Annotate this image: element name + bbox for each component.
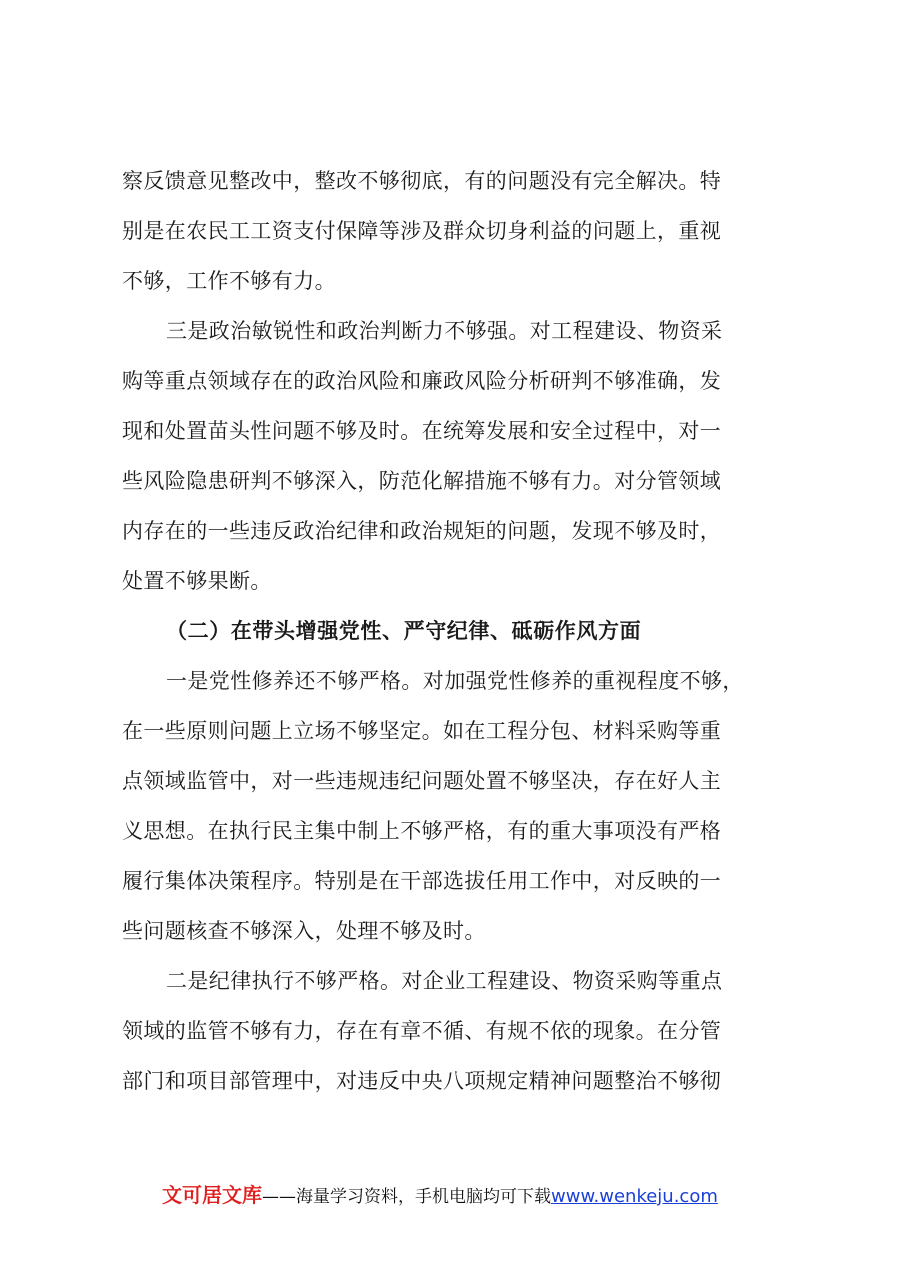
- paragraph-1-line-3: 不够，工作不够有力。: [122, 269, 336, 293]
- paragraph-4-line-3: 部门和项目部管理中，对违反中央八项规定精神问题整治不够彻: [122, 1069, 722, 1093]
- section-heading: （二）在带头增强党性、严守纪律、砥砺作风方面: [166, 619, 642, 643]
- paragraph-2-line-2: 购等重点领域存在的政治风险和廉政风险分析研判不够准确，发: [122, 369, 722, 393]
- paragraph-3-line-6: 些问题核查不够深入，处理不够及时。: [122, 919, 486, 943]
- paragraph-2-line-3: 现和处置苗头性问题不够及时。在统筹发展和安全过程中，对一: [122, 419, 722, 443]
- paragraph-1-line-2: 别是在农民工工资支付保障等涉及群众切身利益的问题上，重视: [122, 219, 722, 243]
- paragraph-3-line-5: 履行集体决策程序。特别是在干部选拔任用工作中，对反映的一: [122, 869, 722, 893]
- footer-banner: [162, 1181, 718, 1211]
- footer-site-link[interactable]: www.wenkeju.com: [551, 1186, 718, 1207]
- paragraph-3-line-1: 一是党性修养还不够严格。对加强党性修养的重视程度不够，: [166, 669, 744, 693]
- paragraph-3-line-3: 点领域监管中，对一些违规违纪问题处置不够坚决，存在好人主: [122, 769, 722, 793]
- paragraph-4-line-1: 二是纪律执行不够严格。对企业工程建设、物资采购等重点: [166, 969, 723, 993]
- paragraph-2-line-6: 处置不够果断。: [122, 569, 272, 593]
- paragraph-2-line-5: 内存在的一些违反政治纪律和政治规矩的问题，发现不够及时，: [122, 519, 722, 543]
- paragraph-3-line-4: 义思想。在执行民主集中制上不够严格，有的重大事项没有严格: [122, 819, 722, 843]
- paragraph-2-line-1: 三是政治敏锐性和政治判断力不够强。对工程建设、物资采: [166, 319, 723, 343]
- paragraph-4-line-2: 领域的监管不够有力，存在有章不循、有规不依的现象。在分管: [122, 1019, 722, 1043]
- paragraph-2-line-4: 些风险隐患研判不够深入，防范化解措施不够有力。对分管领域: [122, 469, 722, 493]
- footer-brand: 文可居文库: [162, 1183, 262, 1207]
- paragraph-1-line-1: 察反馈意见整改中，整改不够彻底，有的问题没有完全解决。特: [122, 169, 722, 193]
- footer-tagline: ——海量学习资料，手机电脑均可下载: [262, 1187, 551, 1207]
- paragraph-3-line-2: 在一些原则问题上立场不够坚定。如在工程分包、材料采购等重: [122, 719, 722, 743]
